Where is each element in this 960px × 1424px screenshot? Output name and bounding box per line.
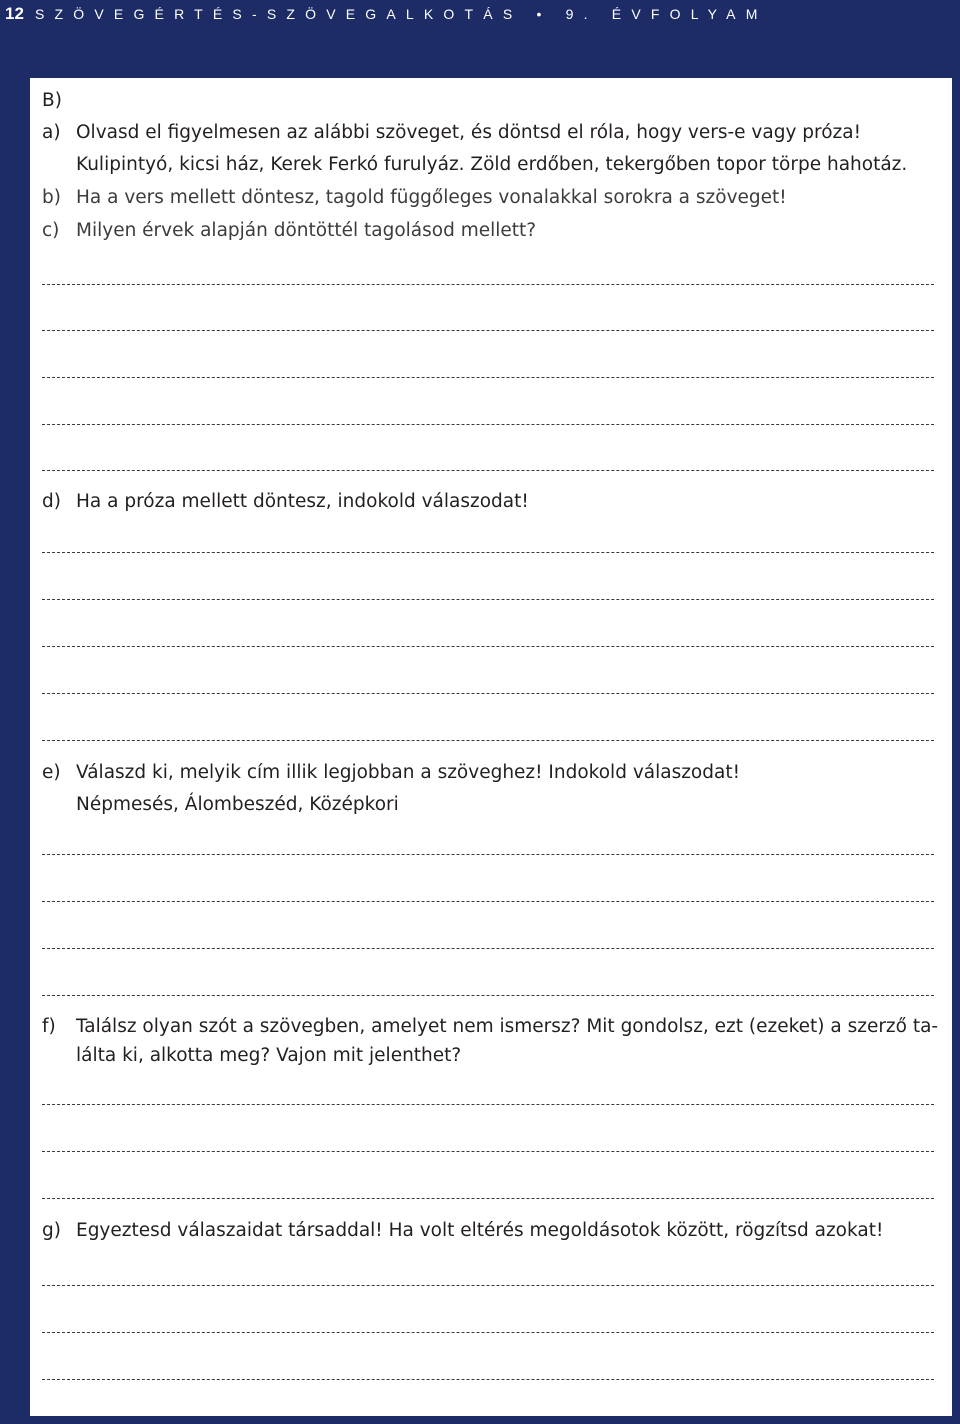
page-header [0, 0, 960, 30]
task-d-marker: d) [42, 491, 61, 512]
answer-line[interactable] [42, 470, 934, 471]
task-b-marker: b) [42, 187, 61, 208]
task-e-marker: e) [42, 762, 61, 783]
answer-line[interactable] [42, 1104, 934, 1105]
task-a-text: Olvasd el figyelmesen az alábbi szöveget, és döntsd el róla, hogy vers-e vagy próza! [76, 122, 862, 143]
answer-line[interactable] [42, 552, 934, 553]
task-e-text: Válaszd ki, melyik cím illik legjobban a szöveghez! Indokold válaszodat! [76, 762, 740, 783]
answer-line[interactable] [42, 646, 934, 647]
task-f-text-line1: Találsz olyan szót a szövegben, amelyet nem ismersz? Mit gondolsz, ezt (ezeket) a szerző ta- [76, 1016, 939, 1037]
task-d-text: Ha a próza mellett döntesz, indokold válaszodat! [76, 491, 529, 512]
answer-line[interactable] [42, 424, 934, 425]
answer-line[interactable] [42, 854, 934, 855]
answer-line[interactable] [42, 740, 934, 741]
task-g-text: Egyeztesd válaszaidat társaddal! Ha volt eltérés megoldásotok között, rögzítsd azokat! [76, 1220, 884, 1241]
answer-line[interactable] [42, 599, 934, 600]
task-b-text: Ha a vers mellett döntesz, tagold függőleges vonalakkal sorokra a szöveget! [76, 187, 787, 208]
task-a-marker: a) [42, 122, 61, 143]
answer-line[interactable] [42, 1151, 934, 1152]
answer-line[interactable] [42, 948, 934, 949]
task-g-marker: g) [42, 1220, 61, 1241]
answer-line[interactable] [42, 901, 934, 902]
answer-line[interactable] [42, 1285, 934, 1286]
answer-line[interactable] [42, 1198, 934, 1199]
header-title: SZÖVEGÉRTÉS-SZÖVEGALKOTÁS • 9. ÉVFOLYAM [35, 6, 768, 22]
task-f-text-line2: lálta ki, alkotta meg? Vajon mit jelenthet? [76, 1045, 462, 1066]
answer-line[interactable] [42, 284, 934, 285]
answer-line[interactable] [42, 330, 934, 331]
task-c-text: Milyen érvek alapján döntöttél tagolásod mellett? [76, 220, 537, 241]
section-label: B) [42, 90, 62, 111]
answer-line[interactable] [42, 995, 934, 996]
worksheet-page [30, 78, 952, 1416]
task-c-marker: c) [42, 220, 60, 241]
task-e-options: Népmesés, Álombeszéd, Középkori [76, 794, 399, 815]
task-a-quote: Kulipintyó, kicsi ház, Kerek Ferkó furulyáz. Zöld erdőben, tekergőben topor törpe hahotáz. [76, 154, 908, 175]
answer-line[interactable] [42, 693, 934, 694]
answer-line[interactable] [42, 1379, 934, 1380]
page-number: 12 [5, 4, 24, 23]
task-f-marker: f) [42, 1016, 56, 1037]
answer-line[interactable] [42, 1332, 934, 1333]
answer-line[interactable] [42, 377, 934, 378]
